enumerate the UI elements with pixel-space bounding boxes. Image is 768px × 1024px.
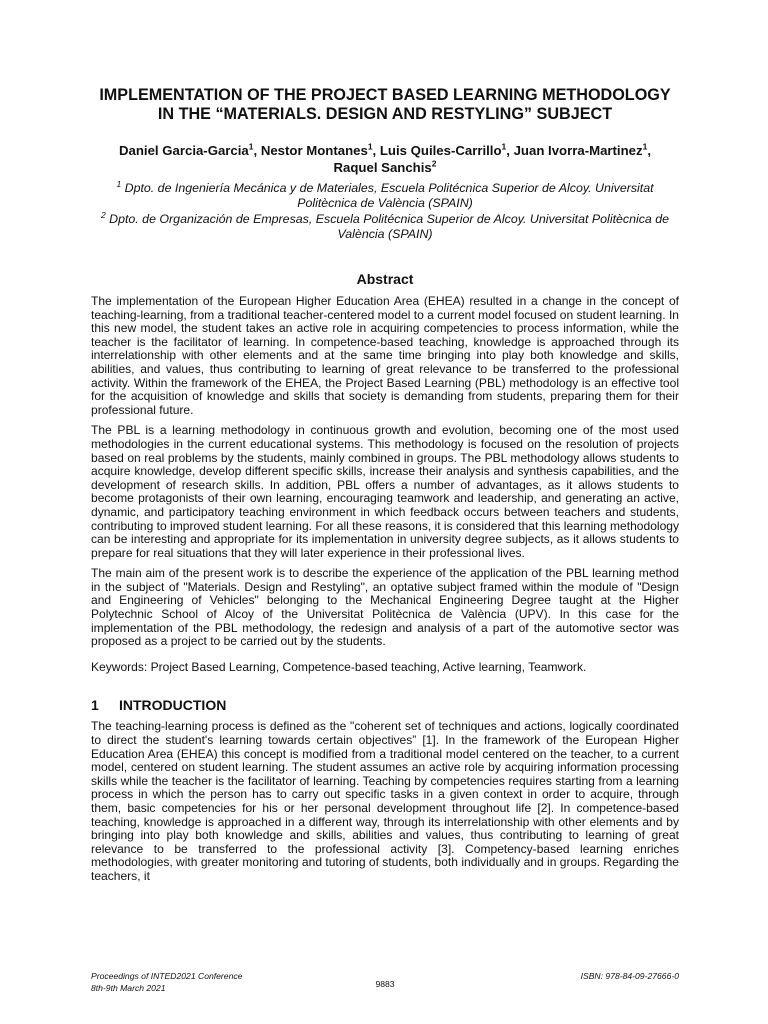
paper-page	[91, 86, 679, 891]
affiliation-mark: 1	[116, 178, 122, 189]
author-name: Raquel Sanchis	[333, 160, 432, 175]
paper-title: IMPLEMENTATION OF THE PROJECT BASED LEARNING METHODOLOGY IN THE “MATERIALS. DESIGN AND RESTYLING” SUBJECT	[99, 86, 671, 123]
author-name: Juan Ivorra-Martinez	[513, 143, 643, 158]
keywords: Keywords: Project Based Learning, Competence-based teaching, Active learning, Teamwork.	[91, 659, 587, 674]
page-number: 9883	[375, 979, 395, 989]
author-affiliation-mark: 1	[248, 141, 254, 152]
author-name: Luis Quiles-Carrillo	[379, 143, 502, 158]
affiliation-text: Dpto. de Organización de Empresas, Escuela Politécnica Superior de Alcoy. Universitat Politècnica de València (SPAIN)	[109, 212, 670, 241]
author-affiliation-mark: 1	[642, 141, 648, 152]
author-affiliation-mark: 1	[367, 141, 373, 152]
affiliation	[91, 209, 679, 242]
footer-dates: 8th-9th March 2021	[91, 983, 166, 993]
author-affiliation-mark: 2	[431, 158, 437, 169]
abstract-paragraph: The main aim of the present work is to describe the experience of the application of the PBL learning method in the subject of "Materials. Design and Restyling", an optative subject framed within the module of "Design and Engineering of Vehicles" belonging to the Mechanical Engineering Degree taught at the Higher Polytechnic School of Alcoy of the Universitat Politècnica de València (UPV). In this case for the implementation of the PBL methodology, the redesign and analysis of a part of the automotive sector was proposed as a project to be carried out by the students.	[91, 566, 679, 649]
abstract-paragraph: The implementation of the European Higher Education Area (EHEA) resulted in a change in the concept of teaching-learning, from a traditional teacher-centered model to a current model focused on student learning. In this new model, the student takes an active role in acquiring competencies to process information, while the teacher is the facilitator of learning. In competence-based teaching, knowledge is approached through its interrelationship with other elements and at the same time bringing into play both knowledge and skills, abilities, and values, thus contributing to learning of great relevance to be transferred to the professional activity. Within the framework of the EHEA, the Project Based Learning (PBL) methodology is an effective tool for the acquisition of knowledge and skills that society is demanding from students, preparing them for their professional future.	[91, 294, 679, 417]
abstract-paragraph: The PBL is a learning methodology in continuous growth and evolution, becoming one of the most used methodologies in the current educational systems. This methodology is focused on the resolution of projects based on real problems by the students, mainly combined in groups. The PBL methodology allows students to acquire knowledge, develop different specific skills, increase their analysis and synthesis capabilities, and the development of research skills. In addition, PBL offers a number of advantages, as it allows students to become protagonists of their own learning, encouraging teamwork and leadership, and generating an active, dynamic, and participatory teaching environment in which feedback occurs between teachers and students, contributing to improved student learning. For all these reasons, it is considered that this learning methodology can be interesting and appropriate for its implementation in university degree subjects, as it allows students to prepare for real situations that they will later experience in their professional lives.	[91, 423, 679, 560]
author-name: Daniel Garcia-Garcia	[119, 143, 249, 158]
section-paragraph: The teaching-learning process is defined as the "coherent set of techniques and actions, logically coordinated to direct the student's learning towards certain objectives” [1]. In the framework of the European Higher Education Area (EHEA) this concept is modified from a traditional model centered on the teacher, to a current model, centered on student learning. The student assumes an active role by acquiring information processing skills while the teacher is the facilitator of learning. Teaching by competencies requires starting from a learning process in which the person has to carry out specific tasks in a given context in order to acquire, through them, basic competencies for his or her personal development throughout life [2]. In competence-based teaching, knowledge is approached in a different way, through its interrelationship with other elements and by bringing into play both knowledge and skills, abilities and values, thus contributing to learning of great relevance to be transferred to the professional activity [3]. Competency-based learning enriches methodologies, with greater monitoring and tutoring of students, both individually and in groups. Regarding the teachers, it	[91, 719, 679, 883]
affiliation	[91, 178, 679, 211]
abstract-heading: Abstract	[356, 271, 414, 287]
affiliation-mark: 2	[100, 209, 106, 220]
footer-conference: Proceedings of INTED2021 Conference	[91, 971, 243, 981]
section-title: INTRODUCTION	[119, 697, 227, 714]
section-number: 1	[91, 697, 99, 714]
author-list: Daniel Garcia-Garcia$^1$, Nestor Montanes$^1$, Luis Quiles-Carrillo$^1$, Juan Ivorra-Martinez$^1$, Raquel Sanchis$^2$	[119, 141, 651, 175]
affiliation-text: Dpto. de Ingeniería Mecánica y de Materiales, Escuela Politécnica Superior de Alcoy. Universitat Politècnica de València (SPAIN)	[124, 181, 654, 210]
footer-isbn: ISBN: 978-84-09-27666-0	[580, 971, 679, 981]
author-affiliation-mark: 1	[501, 141, 507, 152]
section-heading	[91, 697, 679, 713]
author-name: Nestor Montanes	[260, 143, 368, 158]
